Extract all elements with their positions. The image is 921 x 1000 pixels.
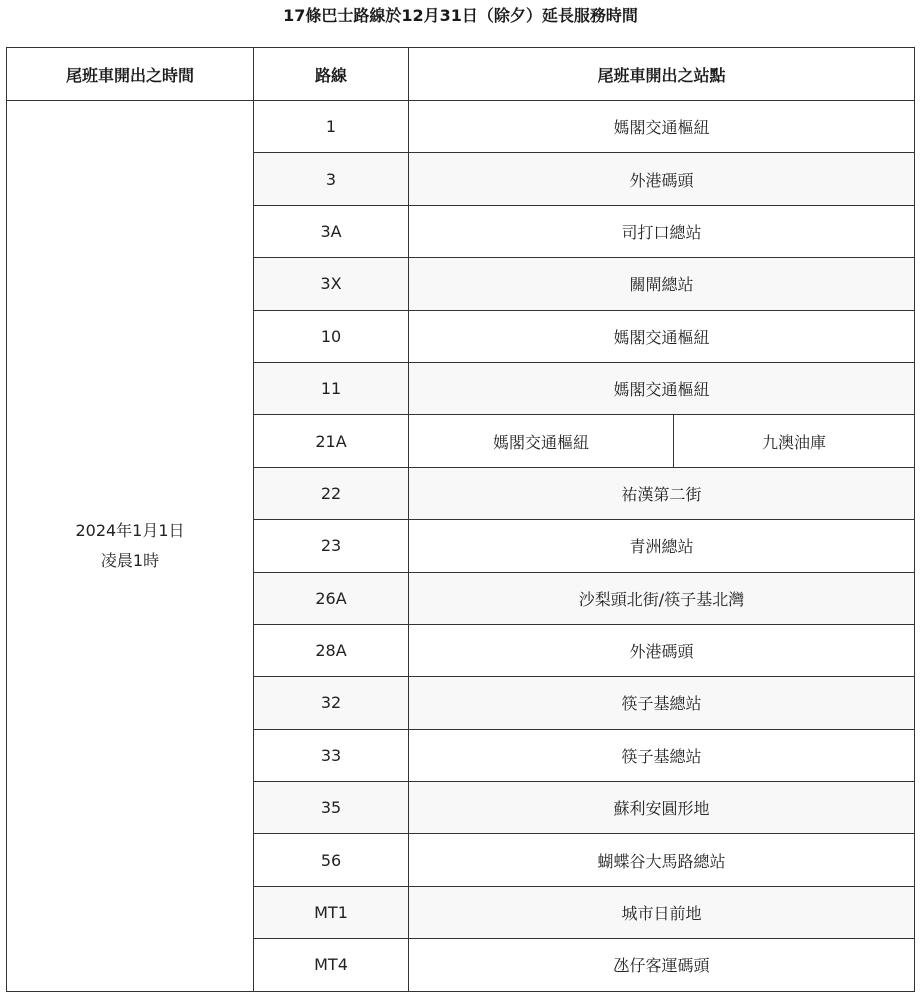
stop-cell: 媽閣交通樞紐: [409, 310, 915, 362]
route-cell: 23: [254, 520, 409, 572]
stop-cell: 外港碼頭: [409, 153, 915, 205]
route-cell: 28A: [254, 624, 409, 676]
stop-cell: 祐漢第二街: [409, 467, 915, 519]
stop-cell: 媽閣交通樞紐: [409, 101, 915, 153]
header-stop: 尾班車開出之站點: [409, 48, 915, 101]
stop-cell: 青洲總站: [409, 520, 915, 572]
departure-hour: 凌晨1時: [100, 550, 160, 570]
stop-cell: 蘇利安圓形地: [409, 782, 915, 834]
stop-cell: 蝴蝶谷大馬路總站: [409, 834, 915, 886]
route-cell: 3X: [254, 258, 409, 310]
header-route: 路線: [254, 48, 409, 101]
route-cell: 32: [254, 677, 409, 729]
stop-cell: 司打口總站: [409, 205, 915, 257]
stop-cell: 筷子基總站: [409, 677, 915, 729]
header-time: 尾班車開出之時間: [7, 48, 254, 101]
route-cell: 3A: [254, 205, 409, 257]
route-cell: 26A: [254, 572, 409, 624]
stop-cell-b: 九澳油庫: [674, 415, 915, 467]
stop-cell: 關閘總站: [409, 258, 915, 310]
route-cell: 3: [254, 153, 409, 205]
route-cell: 56: [254, 834, 409, 886]
table-row: [7, 101, 915, 153]
route-cell: 1: [254, 101, 409, 153]
stop-cell: 媽閣交通樞紐: [409, 362, 915, 414]
page-title: 17條巴士路線於12月31日（除夕）延長服務時間: [283, 6, 638, 25]
stop-cell: 氹仔客運碼頭: [409, 939, 915, 991]
route-cell: 33: [254, 729, 409, 781]
route-cell: 22: [254, 467, 409, 519]
stop-cell: 外港碼頭: [409, 624, 915, 676]
route-cell: 11: [254, 362, 409, 414]
stop-cell-a: 媽閣交通樞紐: [409, 415, 674, 467]
stop-cell: 沙梨頭北街/筷子基北灣: [409, 572, 915, 624]
bus-schedule-table: [6, 47, 915, 992]
route-cell: MT4: [254, 939, 409, 991]
stop-cell: 城市日前地: [409, 886, 915, 938]
route-cell: MT1: [254, 886, 409, 938]
route-cell: 21A: [254, 415, 409, 467]
departure-time-cell: [7, 101, 254, 992]
route-cell: 10: [254, 310, 409, 362]
table-header-row: [7, 48, 915, 101]
route-cell: 35: [254, 782, 409, 834]
departure-date: 2024年1月1日: [75, 520, 185, 540]
stop-cell: 筷子基總站: [409, 729, 915, 781]
